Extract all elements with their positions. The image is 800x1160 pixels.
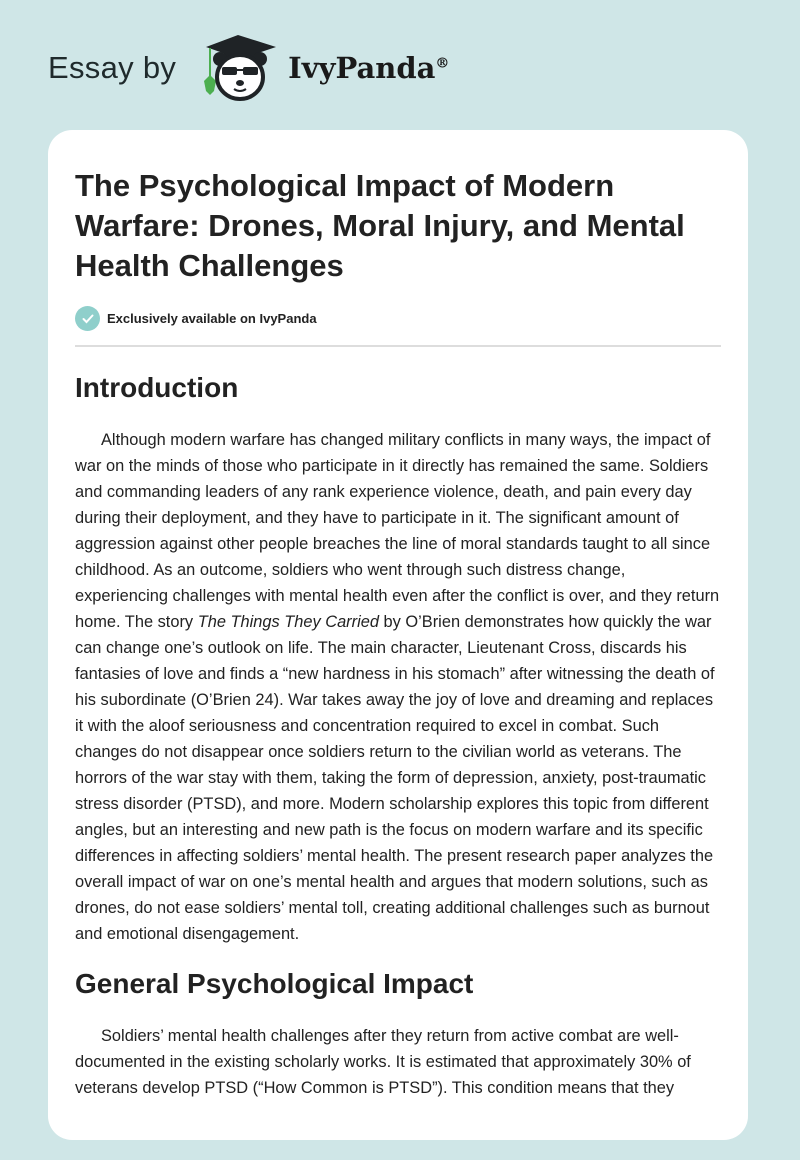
section-heading-introduction: Introduction	[75, 372, 239, 403]
divider	[75, 345, 721, 347]
introduction-paragraph	[75, 427, 721, 947]
essay-card	[48, 130, 748, 1140]
ivypanda-wordmark	[288, 51, 449, 85]
section-heading-general-impact: General Psychological Impact	[75, 968, 474, 999]
essay-title: The Psychological Impact of Modern Warfare: Drones, Moral Injury, and Mental Health Challenges	[75, 168, 685, 283]
paragraph-text: by O’Brien demonstrates how quickly the war can change one’s outlook on life. The main character, Lieutenant Cross, discards his fantasies of love and finds a “new hardness in his stomach” after witnessing the death of his subordinate (O’Brien 24). War takes away the joy of love and dreaming and replaces it with the aloof seriousness and concentration required to excel in combat. Such changes do not disappear once soldiers return to the civilian world as veterans. The horrors of the war stay with them, taking the form of depression, anxiety, post-traumatic stress disorder (PTSD), and more. Modern scholarship explores this topic from different angles, but an interesting and new path is the focus on modern warfare and its specific differences in affecting soldiers’ mental health. The present research paper analyzes the overall impact of war on one’s mental health and argues that modern solutions, such as drones, do not ease soldiers’ mental toll, creating additional challenges such as burnout and emotional disengagement.	[75, 613, 715, 943]
check-circle-icon	[75, 306, 100, 331]
paragraph-text: Soldiers’ mental health challenges after they return from active combat are well-documented in the existing scholarly works. It is estimated that approximately 30% of veterans develop PTSD (“How Common is PTSD”). This condition means that they	[75, 1027, 691, 1097]
registered-mark: ®	[435, 55, 450, 72]
book-title: The Things They Carried	[197, 613, 379, 631]
panda-logo-icon	[196, 33, 282, 103]
brand-logo[interactable]	[48, 38, 449, 98]
exclusive-badge	[75, 306, 721, 331]
paragraph-text: Although modern warfare has changed military conflicts in many ways, the impact of war on the minds of those who participate in it directly has remained the same. Soldiers and commanding leaders of any rank experience violence, death, and pain every day during their deployment, and they have to participate in it. The significant amount of aggression against other people breaches the line of moral standards taught to all since childhood. As an outcome, soldiers who went through such distress change, experiencing challenges with mental health even after the conflict is over, and they return home. The story	[75, 431, 720, 631]
brand-name: IvyPanda	[288, 51, 436, 85]
essay-by-label: Essay by	[48, 50, 177, 85]
exclusive-text: Exclusively available on IvyPanda	[107, 311, 317, 326]
general-impact-paragraph	[75, 1023, 721, 1101]
